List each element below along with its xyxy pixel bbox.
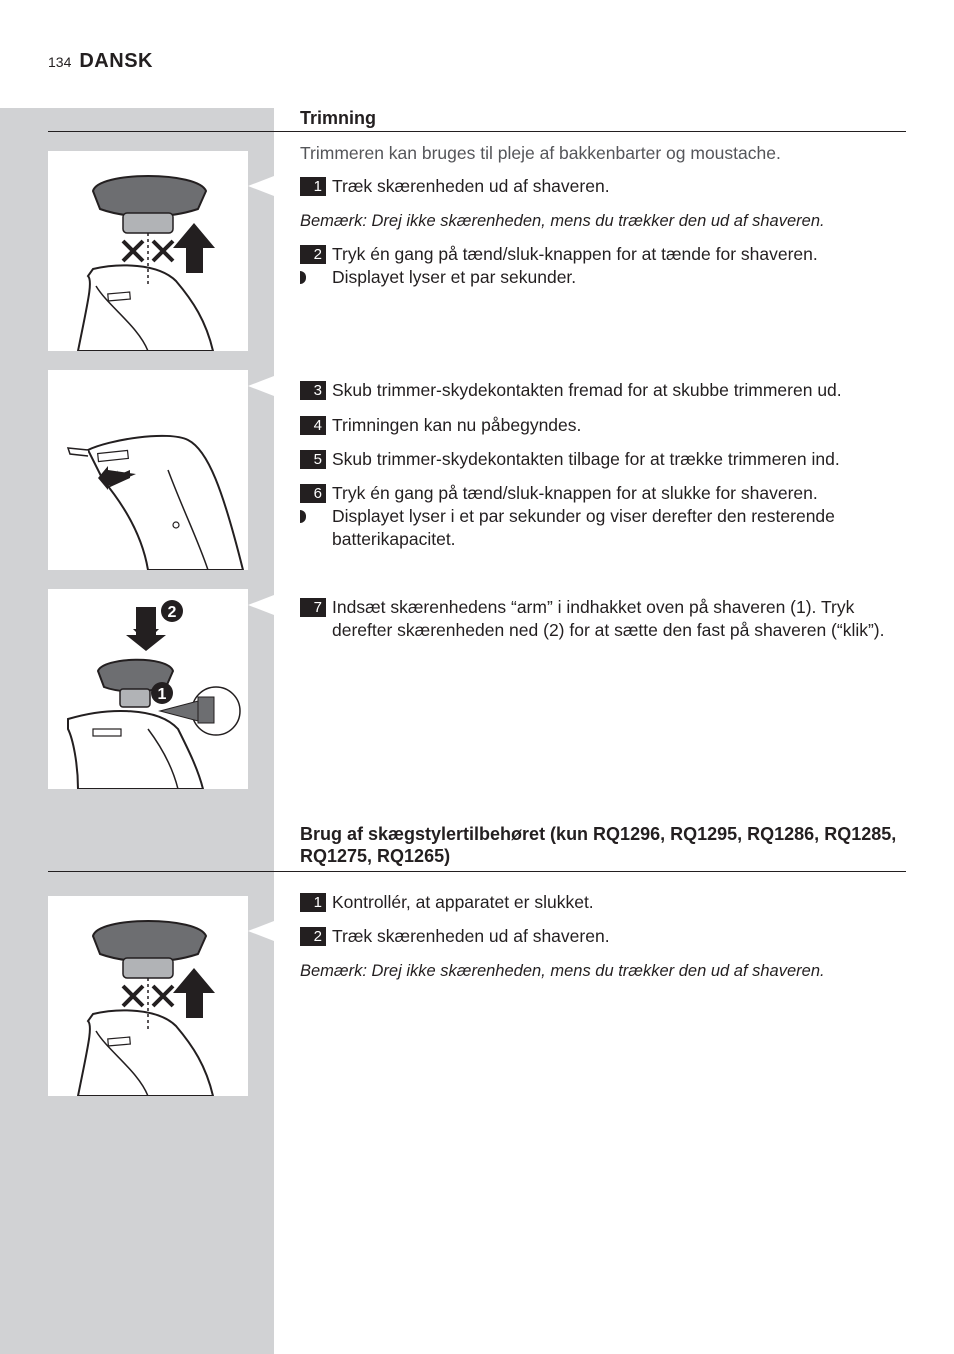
bullet-text: Displayet lyser i et par sekunder og viser derefter den resterende batterikapacitet. (332, 506, 835, 549)
callout-2-label: 2 (167, 604, 177, 621)
trimmer-slide-illustration (48, 370, 248, 570)
step-1 (300, 891, 900, 914)
callout-1-label: 1 (157, 686, 167, 703)
section-title-trimming: Trimning (300, 108, 376, 128)
figure-pointer (248, 176, 274, 196)
bullet-icon (300, 510, 306, 523)
page-number: 134 (48, 54, 72, 70)
step-number: 6 (300, 484, 326, 503)
step-6 (300, 482, 900, 505)
step-text: Tryk én gang på tænd/sluk-knappen for at slukke for shaveren. (332, 483, 818, 503)
figure-pointer (248, 595, 274, 615)
intro-text: Trimmeren kan bruges til pleje af bakkenbarter og moustache. (300, 143, 781, 163)
result-bullet (300, 266, 900, 289)
bullet-text: Displayet lyser et par sekunder. (332, 267, 577, 287)
step-number: 4 (300, 416, 326, 435)
step-number: 1 (300, 893, 326, 912)
note-text: Bemærk: Drej ikke skærenheden, mens du trækker den ud af shaveren. (300, 962, 825, 980)
step-number: 7 (300, 598, 326, 617)
step-number: 2 (300, 245, 326, 264)
result-bullet (300, 505, 900, 550)
step-text: Trimningen kan nu påbegyndes. (332, 415, 582, 435)
step-text: Skub trimmer-skydekontakten fremad for at skubbe trimmeren ud. (332, 380, 842, 400)
shaver-head-removal-illustration (48, 896, 248, 1096)
step-number: 2 (300, 927, 326, 946)
step-2 (300, 925, 900, 948)
bullet-icon (300, 271, 306, 284)
shaver-head-removal-illustration (48, 151, 248, 351)
step-5 (300, 448, 900, 471)
language-title: DANSK (79, 50, 153, 72)
step-text: Træk skærenheden ud af shaveren. (332, 926, 610, 946)
step-3 (300, 379, 900, 402)
step-7 (300, 596, 900, 641)
figure-pointer (248, 376, 274, 396)
step-number: 3 (300, 381, 326, 400)
step-text: Tryk én gang på tænd/sluk-knappen for at tænde for shaveren. (332, 244, 818, 264)
step-text: Træk skærenheden ud af shaveren. (332, 176, 610, 196)
step-number: 1 (300, 177, 326, 196)
page-header (48, 50, 153, 74)
figure-pointer (248, 921, 274, 941)
step-number: 5 (300, 450, 326, 469)
step-text: Skub trimmer-skydekontakten tilbage for at trække trimmeren ind. (332, 449, 840, 469)
step-1 (300, 175, 900, 198)
step-4 (300, 414, 900, 437)
section-title-beard-styler: Brug af skægstylertilbehøret (kun RQ1296, RQ1295, RQ1286, RQ1285, RQ1275, RQ1265) (300, 824, 897, 866)
section-divider (48, 871, 906, 872)
step-text: Kontrollér, at apparatet er slukket. (332, 892, 594, 912)
head-attach-illustration (48, 589, 248, 789)
step-2 (300, 243, 900, 266)
section-divider (48, 131, 906, 132)
step-text: Indsæt skærenhedens “arm” i indhakket oven på shaveren (1). Tryk derefter skærenheden ned (2) for at sætte den fast på shaveren (“klik”). (332, 597, 885, 640)
note-text: Bemærk: Drej ikke skærenheden, mens du trækker den ud af shaveren. (300, 212, 825, 230)
